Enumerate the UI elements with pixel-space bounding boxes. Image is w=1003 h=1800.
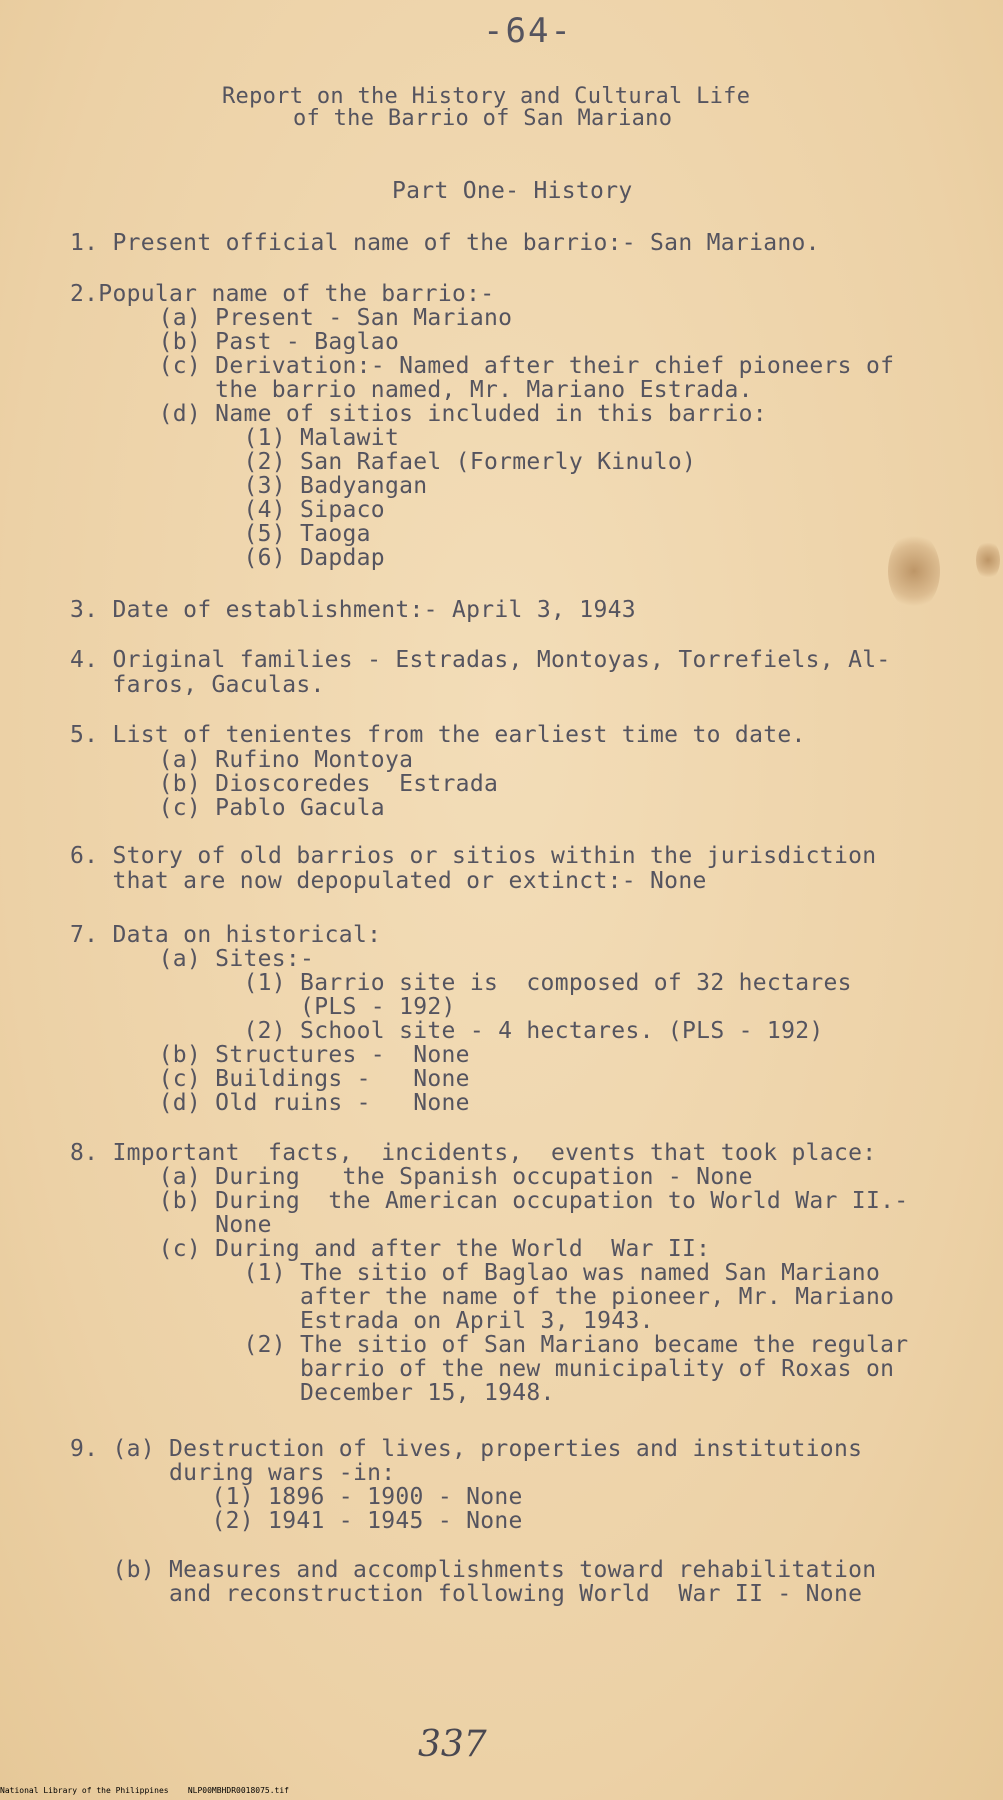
text-line: Estrada on April 3, 1943. [102,1308,654,1334]
text-line: (c) Derivation:- Named after their chief pioneers of [102,353,895,379]
text-line: (1) Malawit [102,425,400,451]
text-line: (b) Past - Baglao [102,329,400,355]
text-line: 4. Original families - Estradas, Montoyas, Torrefiels, Al- [70,647,891,673]
text-line: 3. Date of establishment:- April 3, 1943 [70,597,636,623]
text-line: barrio of the new municipality of Roxas on [102,1356,895,1382]
text-line: (c) Buildings - None [102,1066,470,1092]
text-line: that are now depopulated or extinct:- None [70,868,707,894]
text-line: (2) School site - 4 hectares. (PLS - 192) [102,1018,824,1044]
text-line: (1) Barrio site is composed of 32 hectares [102,970,852,996]
text-line: (c) During and after the World War II: [102,1236,711,1262]
text-line: (d) Old ruins - None [102,1090,470,1116]
ink-stain [888,532,940,610]
text-line: (b) During the American occupation to World War II.- [102,1188,909,1214]
text-line: 5. List of tenientes from the earliest time to date. [70,722,806,748]
part-heading: Part One- History [392,178,633,204]
text-line: 6. Story of old barrios or sitios within the jurisdiction [70,843,877,869]
text-line: (a) During the Spanish occupation - None [102,1164,753,1190]
text-line: December 15, 1948. [102,1380,555,1406]
text-line: (2) 1941 - 1945 - None [70,1508,523,1534]
text-line: during wars -in: [70,1460,396,1486]
text-line: (2) The sitio of San Mariano became the regular [102,1332,909,1358]
text-line: (d) Name of sitios included in this barrio: [102,401,767,427]
text-line: 8. Important facts, incidents, events that took place: [70,1140,877,1166]
text-line: the barrio named, Mr. Mariano Estrada. [102,377,753,403]
page-number: -64- [483,11,573,51]
text-line: (1) 1896 - 1900 - None [70,1484,523,1510]
archive-footer: National Library of the Philippines NLP00MBHDR0018075.tif [0,1786,289,1795]
handwritten-folio-number: 337 [418,1724,487,1765]
text-line: (2) San Rafael (Formerly Kinulo) [102,449,697,475]
text-line: (a) Sites:- [102,946,315,972]
text-line: (b) Structures - None [102,1042,470,1068]
text-line: (6) Dapdap [102,545,385,571]
text-line: (b) Dioscoredes Estrada [102,771,499,797]
report-title-line-1: Report on the History and Cultural Life [222,84,751,109]
text-line: (5) Taoga [102,521,371,547]
text-line: (b) Measures and accomplishments toward rehabilitation [70,1557,877,1583]
text-line: faros, Gaculas. [70,672,325,698]
text-line: (a) Rufino Montoya [102,747,414,773]
report-title-line-2: of the Barrio of San Mariano [293,106,673,131]
text-line: (1) The sitio of Baglao was named San Mariano [102,1260,881,1286]
text-line: 2.Popular name of the barrio:- [70,281,495,307]
text-line: (3) Badyangan [102,473,428,499]
text-line: and reconstruction following World War II - None [70,1581,863,1607]
text-line: None [102,1212,272,1238]
text-line: (c) Pablo Gacula [102,795,385,821]
text-line: (4) Sipaco [102,497,385,523]
text-line: 9. (a) Destruction of lives, properties and institutions [70,1436,863,1462]
text-line: 1. Present official name of the barrio:- San Mariano. [70,230,820,256]
text-line: (PLS - 192) [102,994,456,1020]
text-line: 7. Data on historical: [70,922,382,948]
text-line: after the name of the pioneer, Mr. Mariano [102,1284,895,1310]
ink-stain [976,540,1000,580]
text-line: (a) Present - San Mariano [102,305,513,331]
